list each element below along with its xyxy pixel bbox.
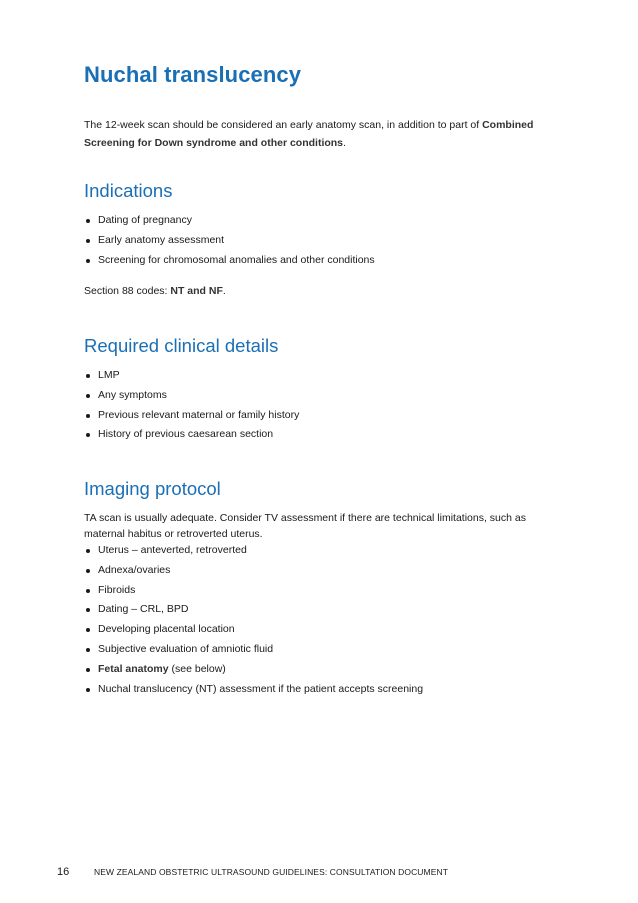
imaging-intro: TA scan is usually adequate. Consider TV assessment if there are technical limitations, such as maternal habitus or retroverted uterus. [84,512,526,540]
list-item: Fibroids [84,581,554,601]
intro-strong-text: Combined Screening for Down syndrome and other conditions [84,119,534,149]
clinical-details-heading: Required clinical details [84,335,279,356]
codes-strong: NT and NF [170,285,223,297]
list-item: Early anatomy assessment [84,231,554,251]
list-item-fetal-anatomy [84,660,554,680]
fetal-anatomy-rest: (see below) [168,662,226,675]
section-codes [84,283,544,299]
list-item: Dating of pregnancy [84,211,554,231]
page-title: Nuchal translucency [84,62,302,87]
imaging-protocol-heading: Imaging protocol [84,478,221,499]
intro-end: . [343,137,346,149]
list-item: Subjective evaluation of amniotic fluid [84,640,554,660]
list-item: Uterus – anteverted, retroverted [84,541,554,561]
imaging-list [84,541,554,699]
list-item: Dating – CRL, BPD [84,600,554,620]
fetal-anatomy-strong: Fetal anatomy [98,662,169,675]
list-item: Nuchal translucency (NT) assessment if the patient accepts screening [84,680,554,700]
list-item: History of previous caesarean section [84,425,554,445]
intro-text: The 12-week scan should be considered an early anatomy scan, in addition to part of [84,119,483,131]
list-item: LMP [84,366,554,386]
list-item: Developing placental location [84,620,554,640]
list-item: Screening for chromosomal anomalies and other conditions [84,251,554,271]
list-item: Any symptoms [84,386,554,406]
indications-list [84,211,554,270]
footer-text: NEW ZEALAND OBSTETRIC ULTRASOUND GUIDELINES: CONSULTATION DOCUMENT [94,867,449,877]
list-item: Adnexa/ovaries [84,561,554,581]
list-item: Previous relevant maternal or family history [84,406,554,426]
codes-prefix: Section 88 codes: [84,285,171,297]
indications-heading: Indications [84,180,173,201]
clinical-details-list [84,366,554,445]
page-number: 16 [57,866,70,878]
intro-paragraph [84,116,544,152]
codes-end: . [222,285,226,297]
